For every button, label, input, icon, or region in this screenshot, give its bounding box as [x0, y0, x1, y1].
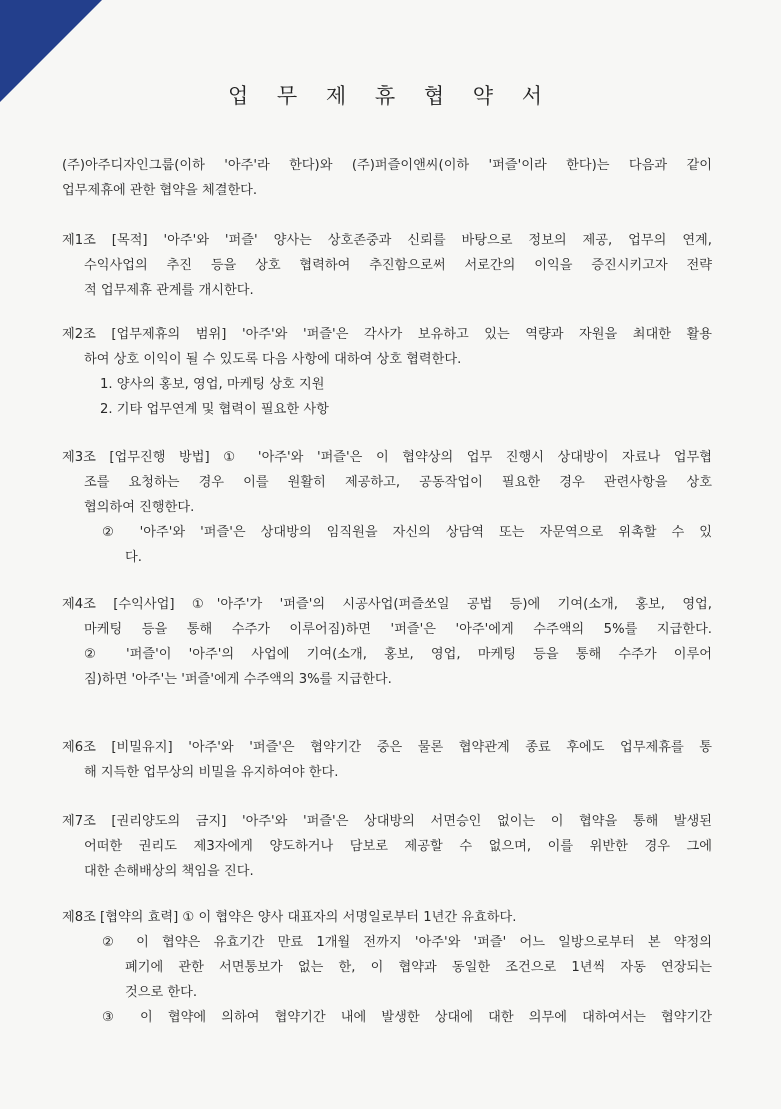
article-6-line-2: 해 지득한 업무상의 비밀을 유지하여야 한다. — [84, 765, 339, 780]
article-8 — [62, 905, 712, 1030]
article-1-line-1: 제1조 [목적] '아주'와 '퍼즐' 양사는 상호존중과 신뢰를 바탕으로 정보의 제공, 업무의 연계, — [62, 233, 712, 248]
article-2-line-1: 제2조 [업무제휴의 범위] '아주'와 '퍼즐'은 각사가 보유하고 있는 역량과 자원을 최대한 활용 — [62, 327, 712, 342]
article-8-line-1: 제8조 [협약의 효력] ① 이 협약은 양사 대표자의 서명일로부터 1년간 유효하다. — [62, 910, 517, 925]
article-8-line-5: ③ 이 협약에 의하여 협약기간 내에 발생한 상대에 대한 의무에 대하여서는 협약기간 — [102, 1010, 712, 1025]
article-1 — [62, 228, 712, 303]
article-4-line-4: 짐)하면 '아주'는 '퍼즐'에게 수주액의 3%를 지급한다. — [84, 672, 392, 687]
article-3-line-5: 다. — [125, 550, 142, 565]
article-8-line-2: ② 이 협약은 유효기간 만료 1개월 전까지 '아주'와 '퍼즐' 어느 일방으로부터 본 약정의 — [102, 935, 712, 950]
document-title: 업 무 제 휴 협 약 서 — [227, 84, 554, 108]
article-4-line-2: 마케팅 등을 통해 수주가 이루어짐)하면 '퍼즐'은 '아주'에게 수주액의 5%를 지급한다. — [84, 622, 712, 637]
article-2 — [62, 322, 712, 422]
article-4-line-1: 제4조 [수익사업] ①'아주'가 '퍼즐'의 시공사업(퍼즐쏘일 공법 등)에 기여(소개, 홍보, 영업, — [62, 597, 712, 612]
article-1-line-2: 수익사업의 추진 등을 상호 협력하여 추진함으로써 서로간의 이익을 증진시키고자 전략 — [84, 258, 712, 273]
article-2-item-1: 1. 양사의 홍보, 영업, 마케팅 상호 지원 — [100, 377, 325, 392]
intro-paragraph — [62, 153, 712, 203]
article-3-line-4: ② '아주'와 '퍼즐'은 상대방의 임직원을 자신의 상담역 또는 자문역으로 위촉할 수 있 — [102, 525, 712, 540]
article-3-line-2: 조를 요청하는 경우 이를 원활히 제공하고, 공동작업이 필요한 경우 관련사항을 상호 — [84, 475, 712, 490]
article-6 — [62, 735, 712, 785]
article-3-line-1: 제3조 [업무진행 방법] ① '아주'와 '퍼즐'은 이 협약상의 업무 진행시 상대방이 자료나 업무협 — [62, 450, 712, 465]
article-1-line-3: 적 업무제휴 관계를 개시한다. — [84, 283, 254, 298]
intro-line-1: (주)아주디자인그룹(이하 '아주'라 한다)와 (주)퍼즐이앤씨(이하 '퍼즐'이라 한다)는 다음과 같이 — [62, 158, 712, 173]
article-2-item-2: 2. 기타 업무연계 및 협력이 필요한 사항 — [100, 402, 329, 417]
article-7 — [62, 809, 712, 884]
article-8-line-4: 것으로 한다. — [125, 985, 198, 1000]
article-6-line-1: 제6조 [비밀유지] '아주'와 '퍼즐'은 협약기간 중은 물론 협약관계 종료 후에도 업무제휴를 통 — [62, 740, 712, 755]
article-4-line-3: ② '퍼즐'이 '아주'의 사업에 기여(소개, 홍보, 영업, 마케팅 등을 통해 수주가 이루어 — [84, 647, 712, 662]
article-7-line-1: 제7조 [권리양도의 금지] '아주'와 '퍼즐'은 상대방의 서면승인 없이는 이 협약을 통해 발생된 — [62, 814, 712, 829]
article-2-line-2: 하여 상호 이익이 될 수 있도록 다음 사항에 대하여 상호 협력한다. — [84, 352, 462, 367]
article-7-line-2: 어떠한 권리도 제3자에게 양도하거나 담보로 제공할 수 없으며, 이를 위반한 경우 그에 — [84, 839, 712, 854]
intro-line-2: 업무제휴에 관한 협약을 체결한다. — [62, 183, 258, 198]
article-3-line-3: 협의하여 진행한다. — [84, 500, 195, 515]
article-8-line-3: 폐기에 관한 서면통보가 없는 한, 이 협약과 동일한 조건으로 1년씩 자동 연장되는 — [125, 960, 712, 975]
article-4 — [62, 592, 712, 692]
article-3 — [62, 445, 712, 570]
article-7-line-3: 대한 손해배상의 책임을 진다. — [84, 864, 254, 879]
